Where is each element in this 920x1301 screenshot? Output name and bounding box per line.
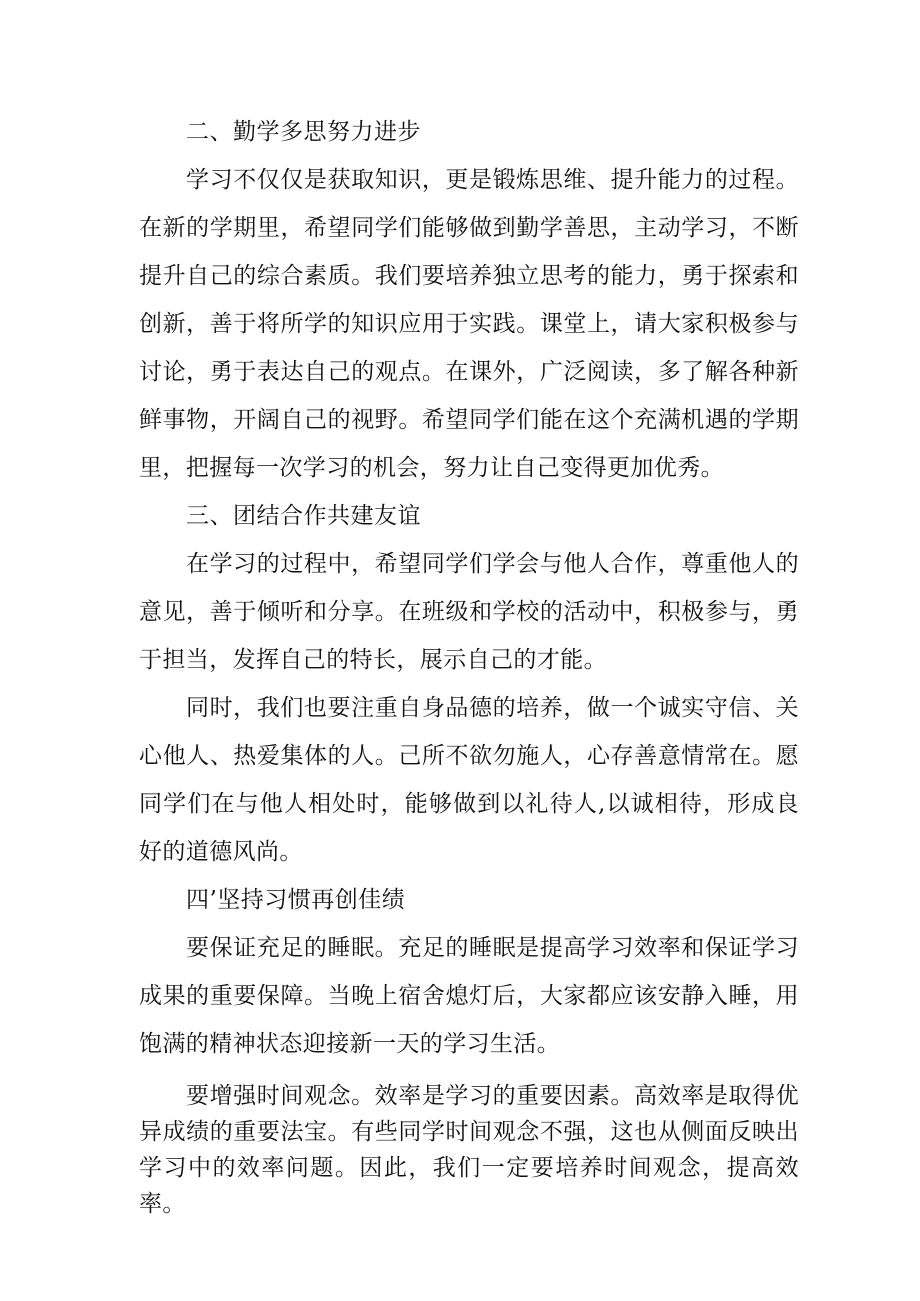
section-heading-4: 四’坚持习惯再创佳绩 [186,887,406,913]
section-heading-2: 二、勤学多思努力进步 [186,119,421,145]
section-2-paragraph-1: 学习不仅仅是获取知识，更是锻炼思维、提升能力的过程。在新的学期里，希望同学们能够做到勤学善思，主动学习，不断提升自己的综合素质。我们要培养独立思考的能力，勇于探索和创新，善于将所学的知识应用于实践。课堂上，请大家积极参与讨论，勇于表达自己的观点。在课外，广泛阅读，多了解各种新鲜事物，开阔自己的视野。希望同学们能在这个充满机遇的学期里，把握每一次学习的机会，努力让自己变得更加优秀。 [139,167,799,481]
section-4-paragraph-1: 要保证充足的睡眠。充足的睡眠是提高学习效率和保证学习成果的重要保障。当晚上宿舍熄灯后，大家都应该安静入睡，用饱满的精神状态迎接新一天的学习生活。 [139,935,799,1057]
section-3-paragraph-1: 在学习的过程中，希望同学们学会与他人合作，尊重他人的意见，善于倾听和分享。在班级和学校的活动中，积极参与，勇于担当，发挥自己的特长，展示自己的才能。 [139,551,799,673]
section-3-paragraph-2: 同时，我们也要注重自身品德的培养，做一个诚实守信、关心他人、热爱集体的人。己所不欲勿施人，心存善意情常在。愿同学们在与他人相处时，能够做到以礼待人,以诚相待，形成良好的道德风尚。 [139,695,799,865]
document-body [139,108,799,1222]
section-4-paragraph-2: 要增强时间观念。效率是学习的重要因素。高效率是取得优异成绩的重要法宝。有些同学时间观念不强，这也从侧面反映出学习中的效率问题。因此，我们一定要培养时间观念，提高效率。 [139,1083,799,1217]
section-heading-3: 三、团结合作共建友谊 [186,503,421,529]
